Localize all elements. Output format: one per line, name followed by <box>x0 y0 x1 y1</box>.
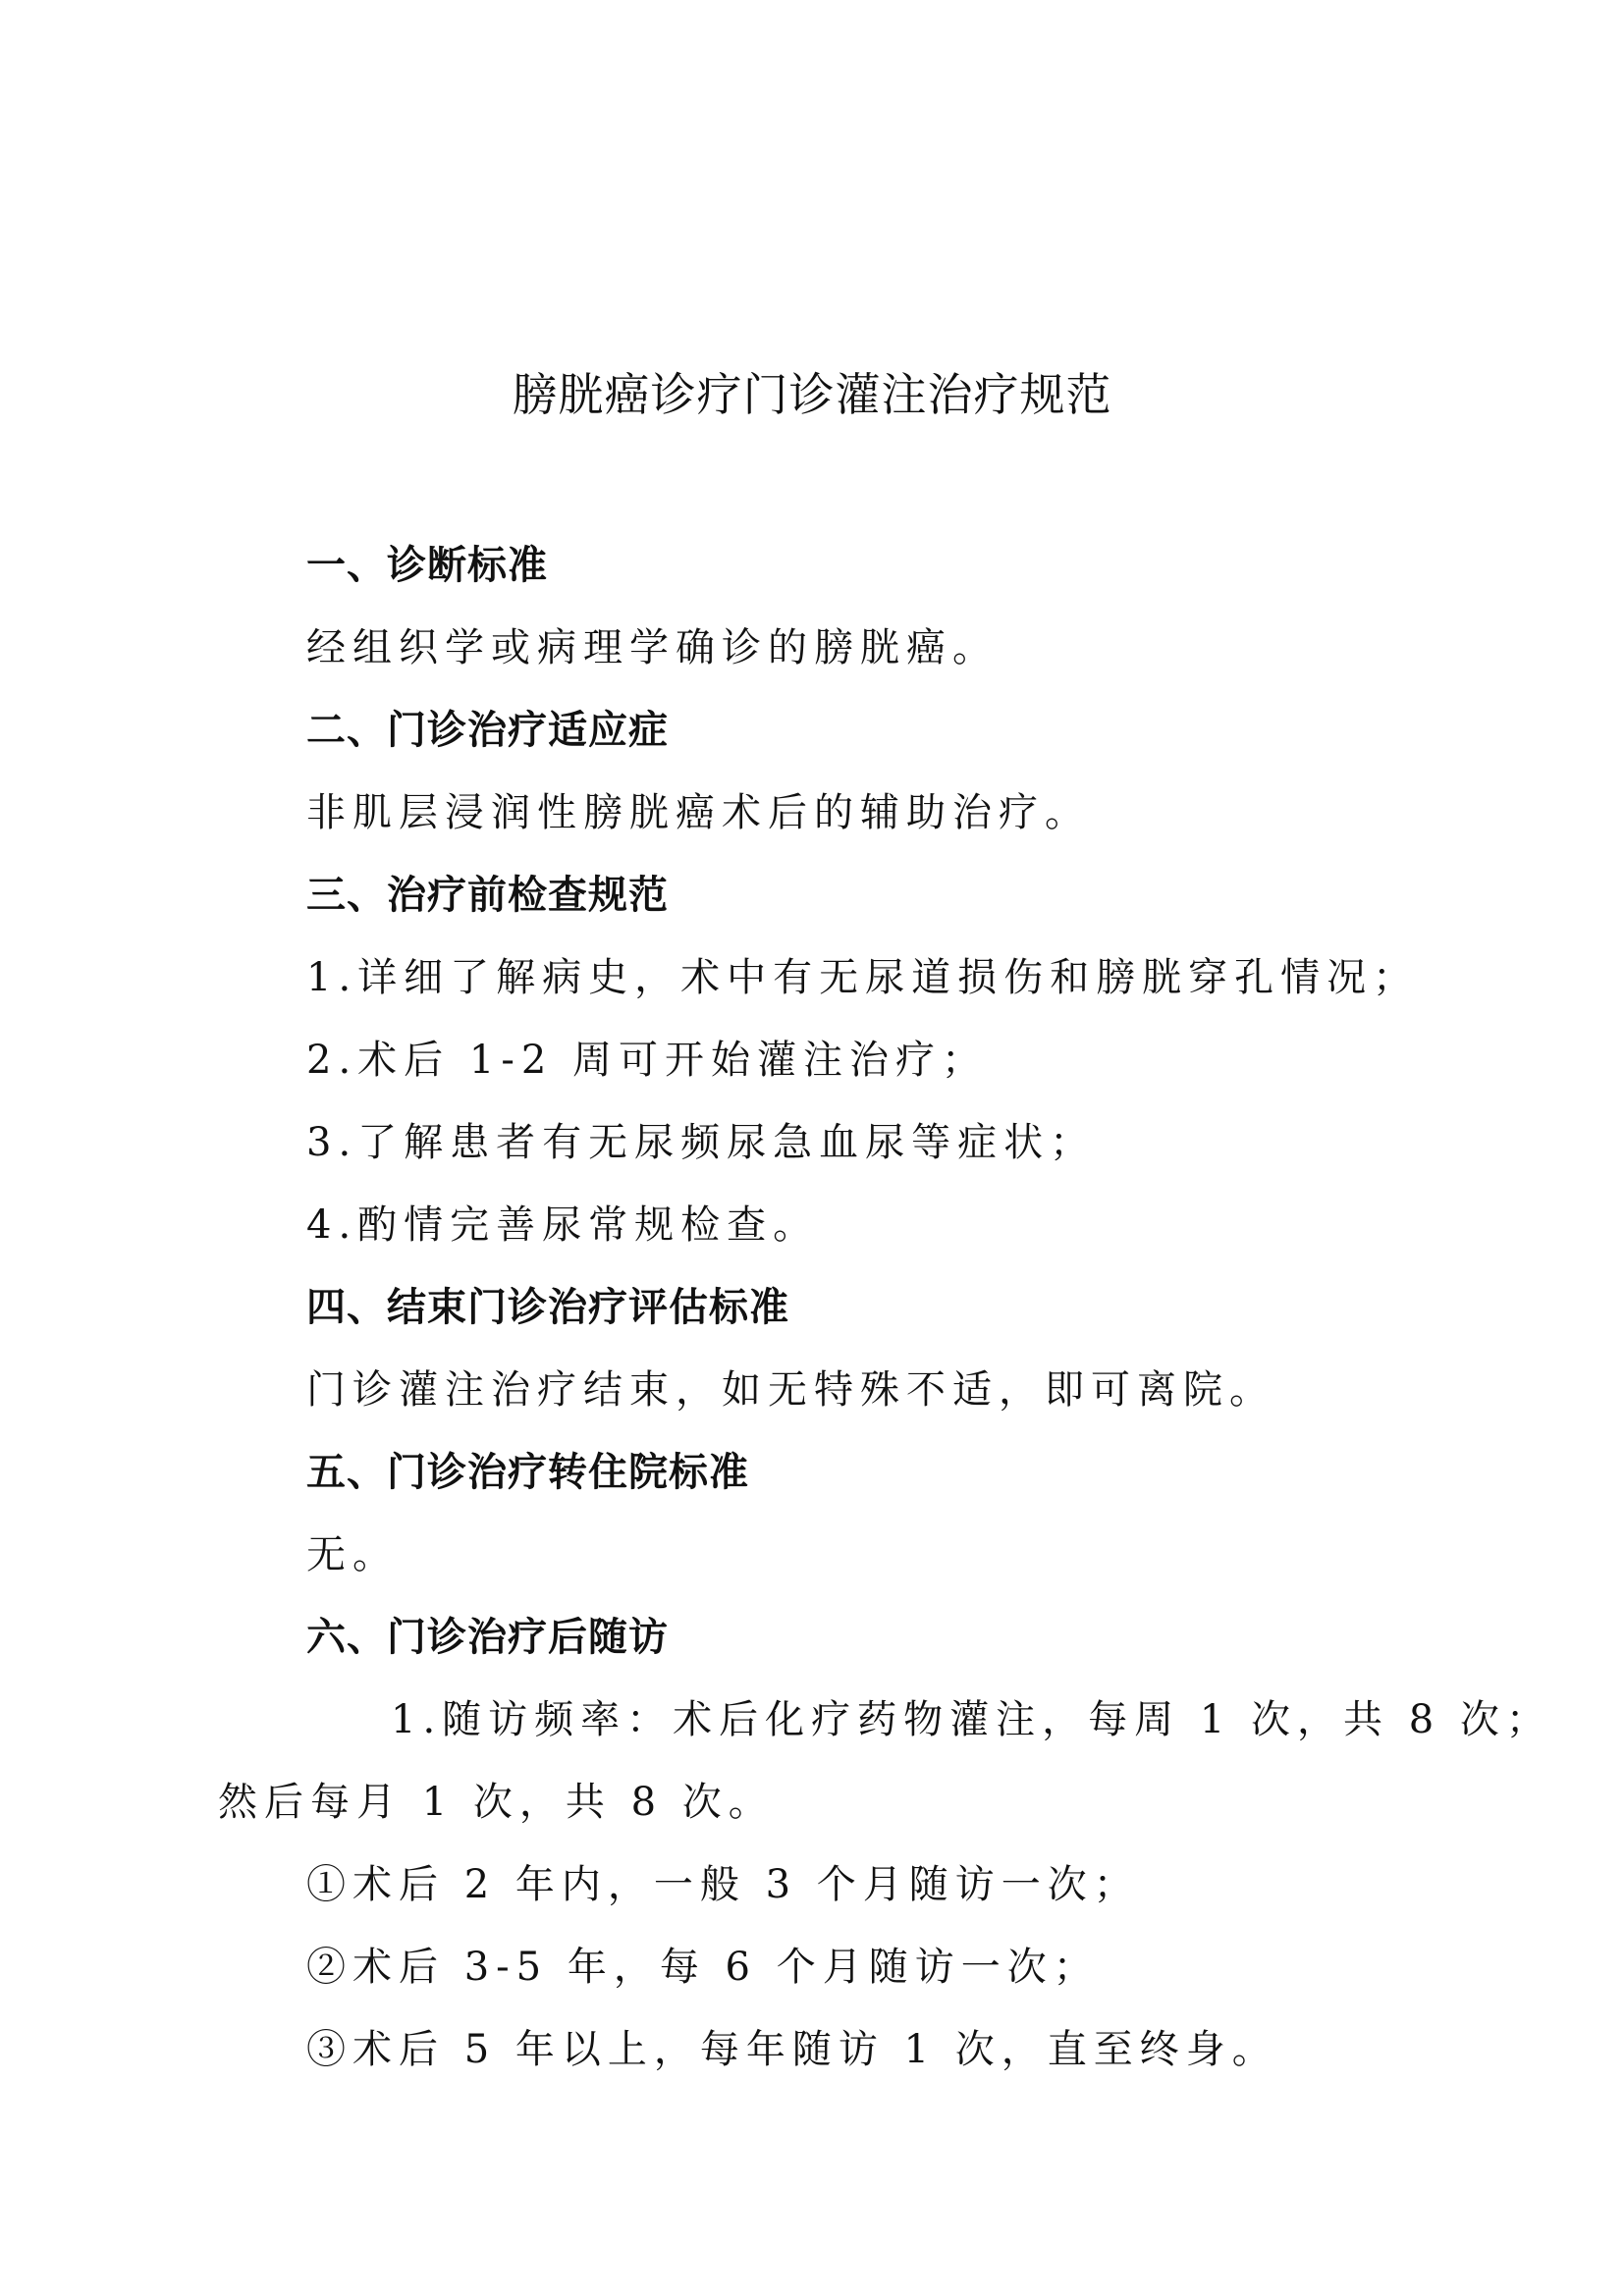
document-title: 膀胱癌诊疗门诊灌注治疗规范 <box>512 368 1112 421</box>
section-text: 门诊灌注治疗结束，如无特殊不适，即可离院。 <box>306 1367 1275 1413</box>
section-text: 经组织学或病理学确诊的膀胱癌。 <box>306 625 999 670</box>
list-item: 2.术后 1-2 周可开始灌注治疗； <box>306 1038 989 1083</box>
section-heading-indications: 二、门诊治疗适应症 <box>306 708 669 753</box>
follow-up-frequency-continued: 然后每月 1 次，共 8 次。 <box>218 1780 775 1825</box>
section-heading-follow-up: 六、门诊治疗后随访 <box>306 1615 669 1660</box>
section-heading-pretreatment-exam: 三、治疗前检查规范 <box>306 873 669 918</box>
section-text: 非肌层浸润性膀胱癌术后的辅助治疗。 <box>306 790 1091 835</box>
section-heading-end-evaluation: 四、结束门诊治疗评估标准 <box>306 1285 789 1330</box>
list-item: 1.详细了解病史，术中有无尿道损伤和膀胱穿孔情况； <box>306 955 1420 1000</box>
list-item: ②术后 3-5 年，每 6 个月随访一次； <box>306 1945 1100 1990</box>
section-heading-diagnosis: 一、诊断标准 <box>306 543 548 588</box>
list-item: 4.酌情完善尿常规检查。 <box>306 1202 820 1248</box>
section-text: 无。 <box>306 1532 399 1577</box>
list-item: 3.了解患者有无尿频尿急血尿等症状； <box>306 1120 1097 1165</box>
list-item: ③术后 5 年以上，每年随访 1 次，直至终身。 <box>306 2027 1278 2072</box>
list-item: ①术后 2 年内，一般 3 个月随访一次； <box>306 1862 1140 1907</box>
section-heading-hospital-transfer: 五、门诊治疗转住院标准 <box>306 1450 749 1495</box>
follow-up-frequency: 1.随访频率：术后化疗药物灌注，每周 1 次，共 8 次； <box>391 1697 1552 1742</box>
